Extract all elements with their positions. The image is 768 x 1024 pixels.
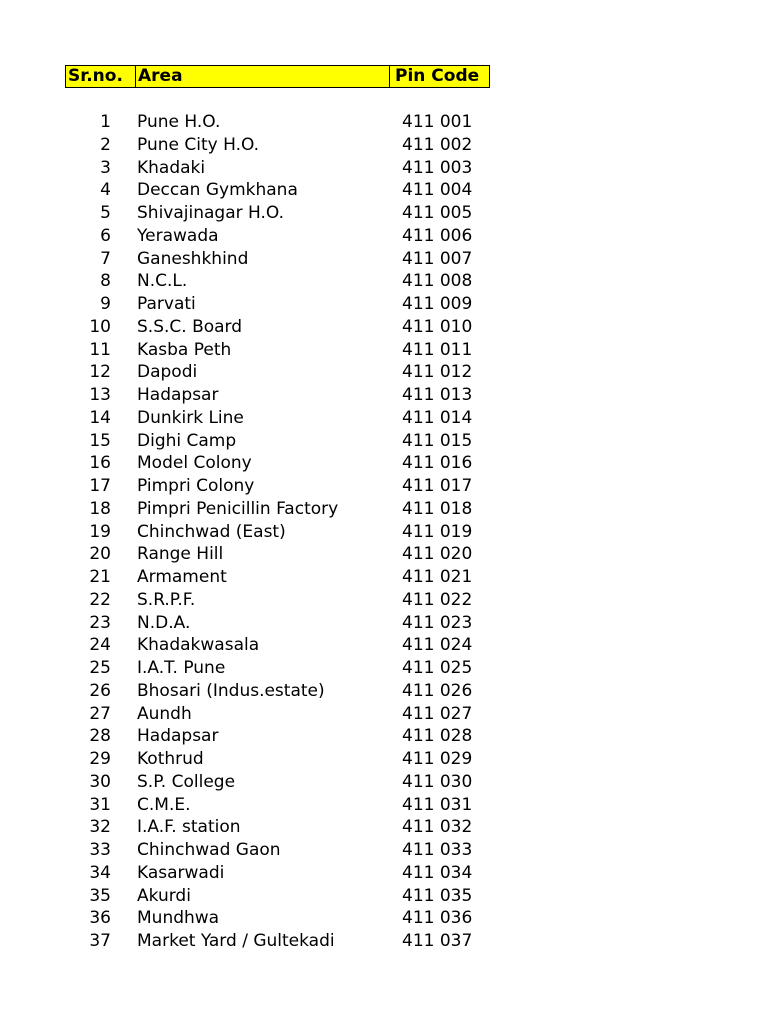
row-number: 13: [89, 385, 111, 405]
table-row: [65, 134, 490, 157]
table-header: [65, 65, 490, 88]
table-row: [65, 725, 490, 748]
row-pin-code: 411 001: [402, 112, 473, 132]
row-number: 15: [89, 430, 111, 451]
row-number: 14: [89, 407, 111, 428]
table-row: [65, 566, 490, 589]
row-area: Bhosari (Indus.estate): [137, 680, 325, 701]
row-area: Market Yard / Gultekadi: [137, 931, 335, 951]
row-pin-code: 411 014: [402, 407, 473, 428]
row-number: 19: [89, 521, 111, 542]
row-number: 37: [89, 931, 111, 951]
row-area: Mundhwa: [137, 908, 220, 929]
row-pin-code: 411 033: [402, 840, 473, 860]
table-row: [65, 202, 490, 225]
row-number: 28: [89, 726, 111, 747]
row-pin-code: 411 004: [402, 180, 473, 201]
row-number: 7: [100, 248, 111, 269]
row-number: 26: [89, 680, 111, 701]
row-pin-code: 411 034: [402, 862, 473, 883]
row-pin-code: 411 003: [402, 157, 473, 178]
table-row: [65, 270, 490, 293]
row-pin-code: 411 028: [402, 726, 473, 747]
table-row: [65, 475, 490, 498]
row-area: Dapodi: [137, 362, 198, 383]
table-row: [65, 498, 490, 521]
row-area: Khadaki: [137, 157, 206, 178]
row-pin-code: 411 002: [402, 134, 473, 155]
row-number: 25: [89, 658, 111, 678]
row-pin-code: 411 015: [402, 430, 473, 451]
row-pin-code: 411 030: [402, 771, 473, 792]
row-pin-code: 411 010: [402, 316, 473, 337]
table-row: [65, 771, 490, 794]
table-row: [65, 816, 490, 839]
row-pin-code: 411 009: [402, 294, 473, 314]
row-area: Chinchwad (East): [137, 521, 286, 542]
row-number: 22: [89, 589, 111, 610]
row-area: Akurdi: [137, 885, 191, 906]
table-row: [65, 293, 490, 316]
row-number: 27: [89, 703, 111, 724]
row-area: Yerawada: [137, 225, 219, 246]
row-pin-code: 411 027: [402, 703, 473, 724]
header-pin-code: Pin Code: [395, 66, 480, 86]
row-area: Range Hill: [137, 544, 224, 565]
row-area: Pimpri Penicillin Factory: [137, 498, 339, 519]
row-number: 12: [89, 362, 111, 383]
row-number: 35: [89, 885, 111, 906]
row-area: Chinchwad Gaon: [137, 840, 281, 860]
row-number: 30: [89, 771, 111, 792]
row-pin-code: 411 020: [402, 544, 473, 565]
table-row: [65, 111, 490, 134]
row-number: 9: [100, 294, 111, 314]
row-number: 36: [89, 908, 111, 929]
table-row: [65, 339, 490, 362]
row-pin-code: 411 007: [402, 248, 473, 269]
row-area: Deccan Gymkhana: [137, 180, 298, 201]
row-number: 5: [100, 203, 111, 223]
row-area: S.S.C. Board: [137, 316, 243, 337]
row-area: Aundh: [137, 703, 192, 724]
row-pin-code: 411 031: [402, 794, 473, 815]
row-number: 17: [89, 476, 111, 496]
row-area: Kasarwadi: [137, 862, 225, 883]
row-area: Armament: [137, 567, 227, 587]
row-number: 8: [100, 271, 111, 292]
table-body: [65, 111, 490, 953]
row-number: 34: [89, 862, 111, 883]
row-area: Hadapsar: [137, 726, 219, 747]
table-row: [65, 885, 490, 908]
table-row: [65, 179, 490, 202]
row-number: 31: [89, 794, 111, 815]
table-row: [65, 384, 490, 407]
row-area: Pimpri Colony: [137, 476, 255, 496]
row-pin-code: 411 037: [402, 931, 473, 951]
row-area: N.C.L.: [137, 271, 188, 292]
row-number: 6: [100, 225, 111, 246]
row-area: Pune City H.O.: [137, 134, 260, 155]
row-number: 4: [100, 180, 111, 201]
table-row: [65, 316, 490, 339]
table-row: [65, 657, 490, 680]
row-pin-code: 411 026: [402, 680, 473, 701]
table-row: [65, 521, 490, 544]
row-area: Ganeshkhind: [137, 248, 249, 269]
table-row: [65, 407, 490, 430]
row-number: 32: [89, 817, 111, 838]
table-row: [65, 703, 490, 726]
table-row: [65, 430, 490, 453]
table-row: [65, 907, 490, 930]
row-area: Pune H.O.: [137, 112, 221, 132]
row-area: C.M.E.: [137, 794, 191, 815]
row-area: Dunkirk Line: [137, 407, 244, 428]
row-number: 21: [89, 567, 111, 587]
row-number: 11: [89, 339, 111, 360]
table-row: [65, 634, 490, 657]
table-row: [65, 839, 490, 862]
row-area: S.P. College: [137, 771, 236, 792]
table-row: [65, 543, 490, 566]
row-pin-code: 411 035: [402, 885, 473, 906]
row-number: 18: [89, 498, 111, 519]
row-number: 1: [100, 112, 111, 132]
row-pin-code: 411 013: [402, 385, 473, 405]
row-pin-code: 411 012: [402, 362, 473, 383]
row-area: Kothrud: [137, 749, 204, 769]
row-area: I.A.F. station: [137, 817, 241, 838]
row-pin-code: 411 032: [402, 817, 473, 838]
row-area: Hadapsar: [137, 385, 219, 405]
row-area: N.D.A.: [137, 612, 191, 633]
row-area: Dighi Camp: [137, 430, 237, 451]
table-row: [65, 589, 490, 612]
header-area: Area: [136, 66, 390, 87]
row-number: 24: [89, 635, 111, 656]
table-row: [65, 612, 490, 635]
row-area: Model Colony: [137, 453, 252, 474]
header-srno: Sr.no.: [66, 66, 136, 87]
row-pin-code: 411 018: [402, 498, 473, 519]
table-row: [65, 361, 490, 384]
row-pin-code: 411 019: [402, 521, 473, 542]
row-pin-code: 411 011: [402, 339, 473, 360]
table-row: [65, 452, 490, 475]
row-number: 23: [89, 612, 111, 633]
row-number: 2: [100, 134, 111, 155]
table-row: [65, 862, 490, 885]
row-pin-code: 411 022: [402, 589, 473, 610]
row-number: 20: [89, 544, 111, 565]
row-pin-code: 411 036: [402, 908, 473, 929]
row-number: 10: [89, 316, 111, 337]
row-area: Shivajinagar H.O.: [137, 203, 284, 223]
row-pin-code: 411 025: [402, 658, 473, 678]
row-number: 16: [89, 453, 111, 474]
row-pin-code: 411 005: [402, 203, 473, 223]
row-area: S.R.P.F.: [137, 589, 196, 610]
row-number: 33: [89, 840, 111, 860]
table-row: [65, 794, 490, 817]
row-pin-code: 411 008: [402, 271, 473, 292]
row-area: Parvati: [137, 294, 196, 314]
table-row: [65, 680, 490, 703]
table-row: [65, 225, 490, 248]
row-pin-code: 411 017: [402, 476, 473, 496]
row-area: I.A.T. Pune: [137, 658, 226, 678]
row-pin-code: 411 006: [402, 225, 473, 246]
row-area: Kasba Peth: [137, 339, 232, 360]
row-pin-code: 411 023: [402, 612, 473, 633]
row-pin-code: 411 029: [402, 749, 473, 769]
table-row: [65, 930, 490, 953]
table-row: [65, 157, 490, 180]
row-area: Khadakwasala: [137, 635, 260, 656]
row-pin-code: 411 024: [402, 635, 473, 656]
table-row: [65, 748, 490, 771]
row-number: 3: [100, 157, 111, 178]
row-pin-code: 411 016: [402, 453, 473, 474]
row-number: 29: [89, 749, 111, 769]
table-row: [65, 248, 490, 271]
row-pin-code: 411 021: [402, 567, 473, 587]
